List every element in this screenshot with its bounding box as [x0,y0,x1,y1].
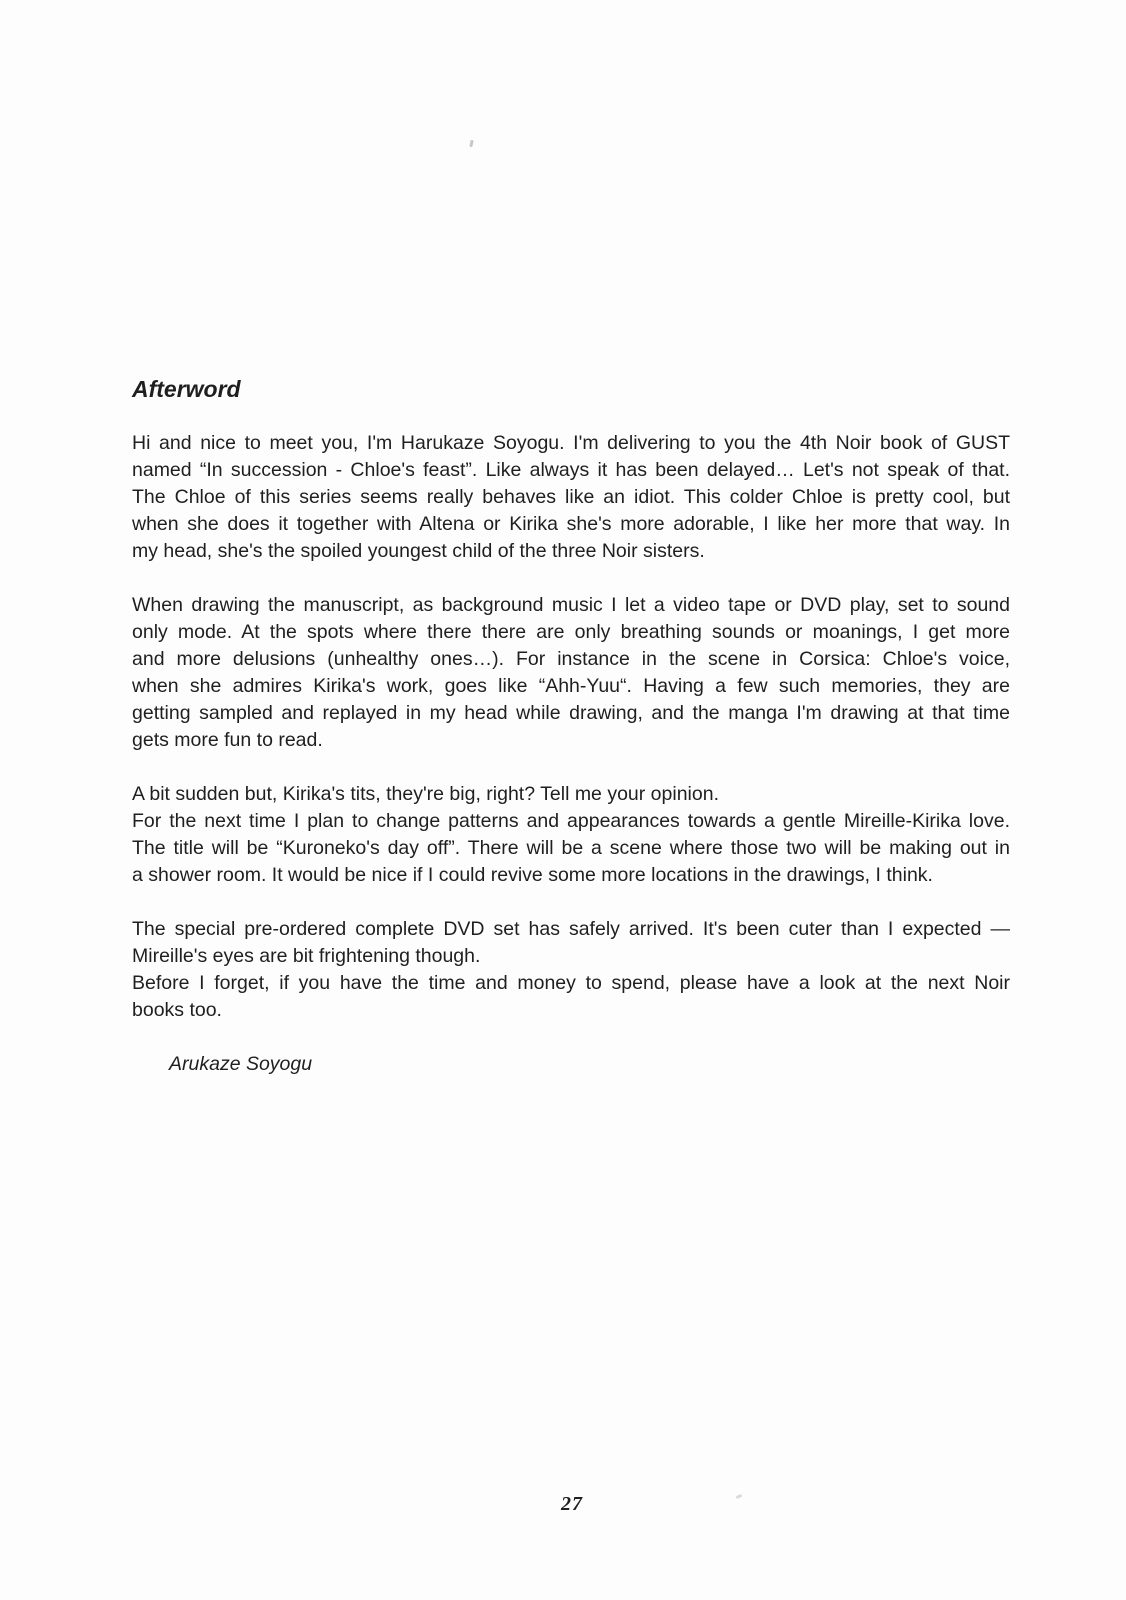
scan-speck [469,140,473,147]
text-line: when she admires Kirika's work, goes like “Ahh-Yuu“. Having a few such memories, they are [132,675,1010,697]
afterword-text-block [132,376,1010,1078]
text-line: only mode. At the spots where there there are only breathing sounds or moanings, I get more [132,621,1010,643]
text-line: a shower room. It would be nice if I could revive some more locations in the drawings, I think. [132,864,933,886]
text-line: A bit sudden but, Kirika's tits, they're big, right? Tell me your opinion. [132,783,719,805]
paragraph-3 [132,781,1010,889]
text-line: Hi and nice to meet you, I'm Harukaze Soyogu. I'm delivering to you the 4th Noir book of GUST [132,432,1010,454]
text-line: Before I forget, if you have the time and money to spend, please have a look at the next Noir [132,972,1010,994]
author-signature: Arukaze Soyogu [169,1053,313,1075]
text-line: books too. [132,999,222,1021]
paragraph-1 [132,430,1010,565]
text-line: Mireille's eyes are bit frightening though. [132,945,481,967]
paragraph-2 [132,592,1010,754]
text-line: named “In succession - Chloe's feast”. Like always it has been delayed… Let's not speak of that. [132,459,1010,481]
text-line: For the next time I plan to change patterns and appearances towards a gentle Mireille-Kirika love. [132,810,1010,832]
page-number: 27 [561,1493,583,1515]
text-line: when she does it together with Altena or Kirika she's more adorable, I like her more that way. In [132,513,1010,535]
text-line: The special pre-ordered complete DVD set has safely arrived. It's been cuter than I expected — [132,918,1010,940]
text-line: gets more fun to read. [132,729,323,751]
text-line: getting sampled and replayed in my head while drawing, and the manga I'm drawing at that time [132,702,1010,724]
paragraph-4 [132,916,1010,1024]
text-line: The title will be “Kuroneko's day off”. There will be a scene where those two will be making out in [132,837,1010,859]
text-line: The Chloe of this series seems really behaves like an idiot. This colder Chloe is pretty cool, but [132,486,1010,508]
text-line: and more delusions (unhealthy ones…). For instance in the scene in Corsica: Chloe's voice, [132,648,1010,670]
section-heading: Afterword [132,376,241,402]
text-line: When drawing the manuscript, as background music I let a video tape or DVD play, set to sound [132,594,1010,616]
text-line: my head, she's the spoiled youngest child of the three Noir sisters. [132,540,705,562]
